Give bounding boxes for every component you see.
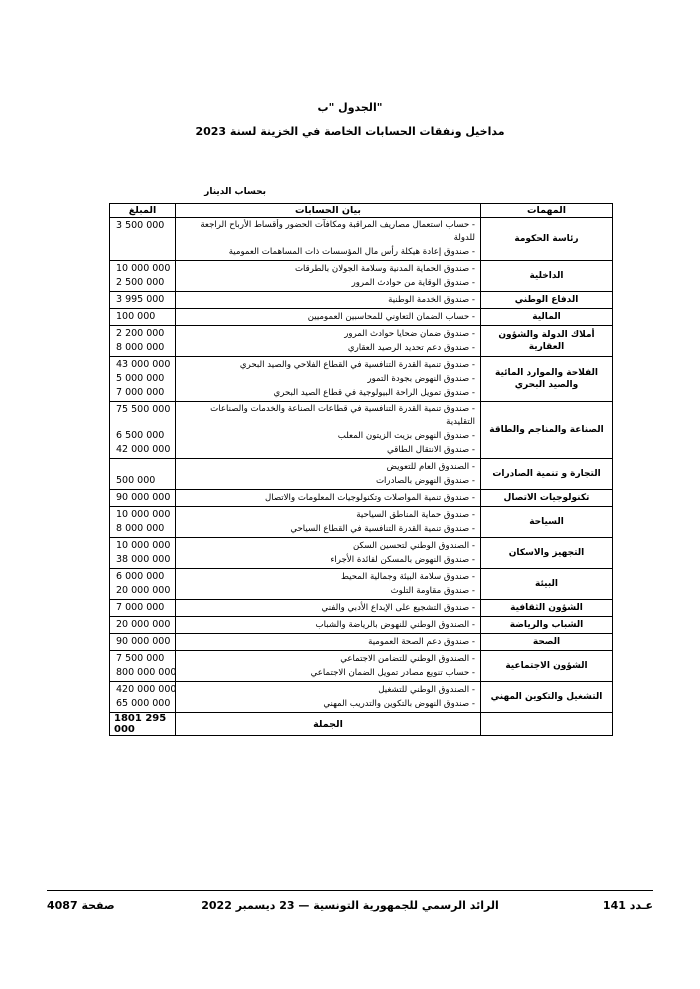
amount-cell xyxy=(110,402,176,459)
account-line: - الصندوق الوطني للتضامن الاجتماعي xyxy=(340,654,475,664)
accounts-cell xyxy=(176,569,481,600)
amount-cell xyxy=(110,538,176,569)
accounts-cell xyxy=(176,634,481,651)
amount-line: 43 000 000 xyxy=(116,359,171,370)
currency-unit: بحساب الدينار xyxy=(204,187,266,197)
table-title: الجدول "ب" xyxy=(317,101,383,114)
amount-line: 10 000 000 xyxy=(116,263,171,274)
accounts-cell xyxy=(176,682,481,713)
page-number: صفحة 4087 xyxy=(47,899,115,912)
accounts-cell xyxy=(176,326,481,357)
mission-cell: التشغيل والتكوين المهني xyxy=(481,682,613,713)
table-row xyxy=(110,651,613,682)
account-line: - صندوق تنمية القدرة التنافسية في القطاع الفلاحي والصيد البحري xyxy=(239,360,475,370)
account-line: - صندوق سلامة البيئة وجمالية المحيط xyxy=(340,572,475,582)
amount-line: 65 000 000 xyxy=(116,698,171,709)
amount-cell xyxy=(110,617,176,634)
column-header-missions: المهمات xyxy=(481,204,613,218)
accounts-cell xyxy=(176,617,481,634)
mission-cell: الشؤون الثقافية xyxy=(481,600,613,617)
accounts-cell xyxy=(176,651,481,682)
mission-cell: الصحة xyxy=(481,634,613,651)
column-header-amount: المبلغ xyxy=(110,204,176,218)
amount-line: 7 000 000 xyxy=(116,387,165,398)
amount-line: 500 000 xyxy=(116,475,156,486)
table-subtitle: مداخيل ونفقات الحسابات الخاصة في الخزينة لسنة 2023 xyxy=(195,125,505,138)
amount-line: 38 000 000 xyxy=(116,554,171,565)
accounts-cell xyxy=(176,218,481,261)
mission-cell: التجهيز والاسكان xyxy=(481,538,613,569)
table-row xyxy=(110,507,613,538)
amount-line: 20 000 000 xyxy=(116,585,171,596)
amount-line: 6 000 000 xyxy=(116,571,165,582)
total-row xyxy=(110,713,613,736)
total-empty-cell xyxy=(481,713,613,736)
account-line: - صندوق مقاومة التلوث xyxy=(390,586,475,596)
amount-line: 7 000 000 xyxy=(116,602,165,613)
accounts-cell xyxy=(176,402,481,459)
table-row xyxy=(110,490,613,507)
amount-line: 10 000 000 xyxy=(116,540,171,551)
table-row xyxy=(110,218,613,261)
account-line: - صندوق إعادة هيكلة رأس مال المؤسسات ذات المساهمات العمومية xyxy=(228,247,475,257)
accounts-cell xyxy=(176,507,481,538)
account-line: - حساب تنويع مصادر تمويل الضمان الاجتماعي xyxy=(310,668,475,678)
table-body xyxy=(110,218,613,713)
table-row xyxy=(110,326,613,357)
account-line: - حساب استعمال مصاريف المراقبة ومكافآت الحضور وأقساط الأرباح الراجعة للدولة xyxy=(200,220,475,243)
accounts-cell xyxy=(176,459,481,490)
account-line: - حساب الضمان التعاوني للمحاسبين العموميين xyxy=(307,312,475,322)
amount-cell xyxy=(110,507,176,538)
amount-line: 8 000 000 xyxy=(116,523,165,534)
accounts-cell xyxy=(176,292,481,309)
amount-cell xyxy=(110,292,176,309)
amount-line: 800 000 000 xyxy=(116,667,177,678)
mission-cell: التجارة و تنمية الصادرات xyxy=(481,459,613,490)
account-line: - صندوق تنمية القدرة التنافسية في القطاع السياحي xyxy=(290,524,475,534)
accounts-cell xyxy=(176,261,481,292)
table-row xyxy=(110,569,613,600)
amount-cell xyxy=(110,326,176,357)
table-row xyxy=(110,682,613,713)
account-line: - صندوق النهوض بزيت الزيتون المعلب xyxy=(337,431,475,441)
table-row xyxy=(110,459,613,490)
amount-line: 3 500 000 xyxy=(116,220,165,231)
table-header-row xyxy=(110,204,613,218)
account-line: - الصندوق الوطني لتحسين السكن xyxy=(353,541,475,551)
account-line: - صندوق حماية المناطق السياحية xyxy=(356,510,475,520)
account-line: - صندوق الخدمة الوطنية xyxy=(388,295,475,305)
amount-line: 2 500 000 xyxy=(116,277,165,288)
account-line: - صندوق تنمية القدرة التنافسية في قطاعات الصناعة والخدمات والصناعات التقليدية xyxy=(210,404,475,427)
amount-line: 2 200 000 xyxy=(116,328,165,339)
amount-line: 8 000 000 xyxy=(116,342,165,353)
amount-line: 7 500 000 xyxy=(116,653,165,664)
total-value: 1801 295 000 xyxy=(110,713,176,736)
accounts-cell xyxy=(176,490,481,507)
amount-cell xyxy=(110,651,176,682)
amount-line: 420 000 000 xyxy=(116,684,177,695)
mission-cell: السياحة xyxy=(481,507,613,538)
accounts-cell xyxy=(176,309,481,326)
account-line: - صندوق النهوض بجودة التمور xyxy=(367,374,475,384)
mission-cell: رئاسة الحكومة xyxy=(481,218,613,261)
amount-cell xyxy=(110,261,176,292)
table-row xyxy=(110,538,613,569)
accounts-cell xyxy=(176,357,481,402)
amount-line: 6 500 000 xyxy=(116,430,165,441)
account-line: - صندوق تنمية المواصلات وتكنولوجيات المعلومات والاتصال xyxy=(264,493,475,503)
table-row xyxy=(110,357,613,402)
amount-line: 42 000 000 xyxy=(116,444,171,455)
mission-cell: الدفاع الوطني xyxy=(481,292,613,309)
amount-line: 75 500 000 xyxy=(116,404,171,415)
accounts-cell xyxy=(176,538,481,569)
amount-line xyxy=(116,460,169,474)
account-line: - صندوق ضمان ضحايا حوادث المرور xyxy=(344,329,475,339)
account-line: - صندوق دعم الصحة العمومية xyxy=(368,637,475,647)
amount-cell xyxy=(110,600,176,617)
mission-cell: الداخلية xyxy=(481,261,613,292)
amount-line: 5 000 000 xyxy=(116,373,165,384)
mission-cell: الشباب والرياضة xyxy=(481,617,613,634)
column-header-accounts: بيان الحسابات xyxy=(176,204,481,218)
account-line: - صندوق الحماية المدنية وسلامة الجولان بالطرقات xyxy=(294,264,475,274)
account-line: - صندوق التشجيع على الإبداع الأدبي والفني xyxy=(321,603,475,613)
account-line: - صندوق الانتقال الطاقي xyxy=(387,445,475,455)
accounts-cell xyxy=(176,600,481,617)
amount-line: 10 000 000 xyxy=(116,509,171,520)
table-row xyxy=(110,634,613,651)
amount-cell xyxy=(110,357,176,402)
account-line: - صندوق دعم تحديد الرصيد العقاري xyxy=(347,343,475,353)
table-row xyxy=(110,402,613,459)
mission-cell: البيئة xyxy=(481,569,613,600)
account-line: - صندوق النهوض بالتكوين والتدريب المهني xyxy=(323,699,475,709)
amount-line: 90 000 000 xyxy=(116,636,171,647)
amount-line xyxy=(116,245,169,259)
account-line: - الصندوق الوطني للنهوض بالرياضة والشباب xyxy=(315,620,475,630)
table-row xyxy=(110,309,613,326)
amount-cell xyxy=(110,682,176,713)
account-line: - صندوق الوقاية من حوادث المرور xyxy=(351,278,475,288)
amount-cell xyxy=(110,490,176,507)
amount-line: 20 000 000 xyxy=(116,619,171,630)
amount-cell xyxy=(110,309,176,326)
footer-divider xyxy=(47,890,653,891)
account-line: - صندوق النهوض بالمسكن لفائدة الأجراء xyxy=(330,555,475,565)
mission-cell: تكنولوجيات الاتصال xyxy=(481,490,613,507)
mission-cell: الشؤون الاجتماعية xyxy=(481,651,613,682)
amount-line: 90 000 000 xyxy=(116,492,171,503)
total-label: الجملة xyxy=(176,713,481,736)
table-row xyxy=(110,617,613,634)
account-line: - الصندوق الوطني للتشغيل xyxy=(378,685,475,695)
special-accounts-table xyxy=(109,203,613,736)
account-line: - صندوق النهوض بالصادرات xyxy=(375,476,475,486)
account-line: - صندوق تمويل الراحة البيولوجية في قطاع الصيد البحري xyxy=(273,388,475,398)
mission-cell: المالية xyxy=(481,309,613,326)
amount-line: 100 000 xyxy=(116,311,156,322)
amount-cell xyxy=(110,459,176,490)
amount-cell xyxy=(110,218,176,261)
account-line: - الصندوق العام للتعويض xyxy=(386,462,475,472)
table-row xyxy=(110,600,613,617)
mission-cell: أملاك الدولة والشؤون العقارية xyxy=(481,326,613,357)
journal-name: الرائد الرسمي للجمهورية التونسية — 23 ديسمبر 2022 xyxy=(201,899,499,912)
amount-cell xyxy=(110,569,176,600)
mission-cell: الصناعة والمناجم والطاقة xyxy=(481,402,613,459)
table-row xyxy=(110,292,613,309)
amount-line: 3 995 000 xyxy=(116,294,165,305)
table-row xyxy=(110,261,613,292)
mission-cell: الفلاحة والموارد المائية والصيد البحري xyxy=(481,357,613,402)
amount-cell xyxy=(110,634,176,651)
issue-number: عـدد 141 xyxy=(602,899,653,912)
